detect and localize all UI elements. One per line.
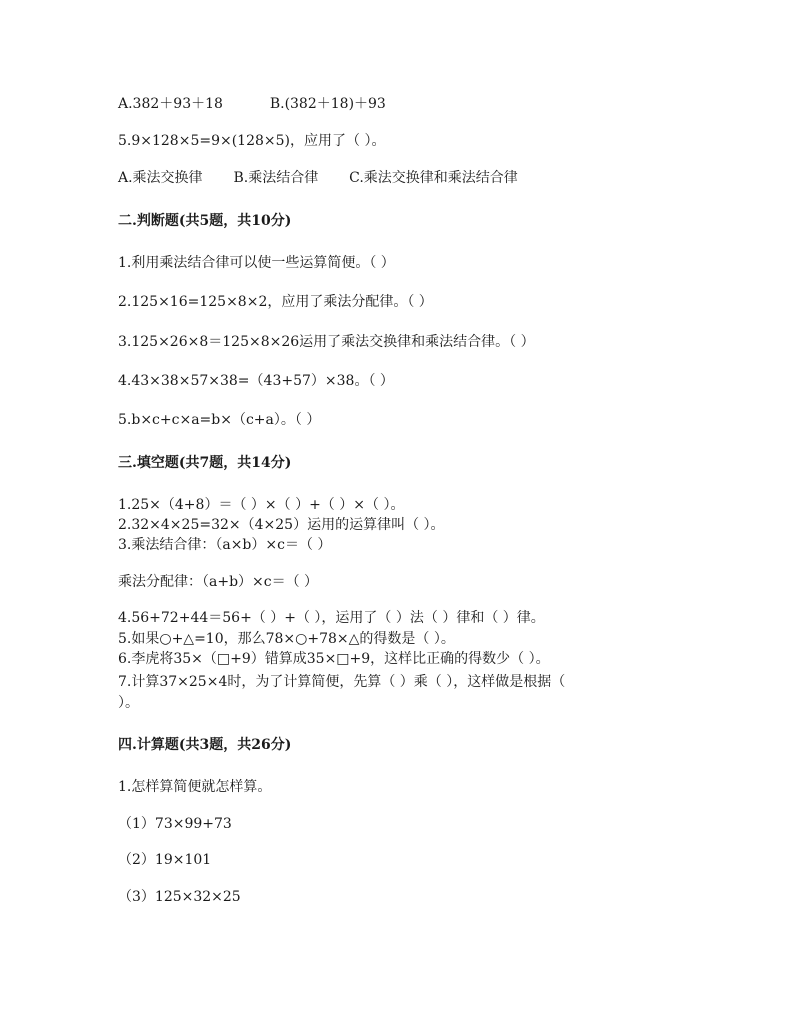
question-5: 5.9×128×5=9×(128×5)，应用了（ ）。 (118, 133, 386, 149)
q5-option-a: A.乘法交换律 (118, 170, 203, 186)
fill-item-7-line-1: 7.计算37×25×4时，为了计算简便，先算（ ）乘（ ），这样做是根据（ (118, 674, 566, 690)
q5-option-c: C.乘法交换律和乘法结合律 (349, 170, 518, 186)
option-a: A.382＋93＋18 (118, 96, 223, 112)
section-3-title: 三.填空题(共7题，共14分) (118, 455, 292, 471)
fill-item-5: 5.如果○+△=10，那么78×○+78×△的得数是（ ）。 (118, 631, 455, 647)
fill-item-7-line-2: ）。 (118, 695, 139, 711)
judge-item-4: 4.43×38×57×38=（43+57）×38。（ ） (118, 373, 394, 389)
question-5-options (118, 169, 518, 187)
calc-item-3: （3）125×32×25 (118, 889, 241, 905)
fill-item-1: 1.25×（4+8）＝（ ）×（ ）+（ ）×（ ）。 (118, 497, 405, 513)
judge-item-2: 2.125×16=125×8×2，应用了乘法分配律。（ ） (118, 294, 433, 310)
calc-item-2: （2）19×101 (118, 852, 212, 868)
calc-instruction: 1.怎样算简便就怎样算。 (118, 779, 272, 795)
option-b: B.(382＋18)＋93 (269, 96, 386, 112)
choice-options-row (118, 95, 386, 113)
section-2-title: 二.判断题(共5题，共10分) (118, 213, 292, 229)
fill-item-4: 4.56+72+44＝56+（ ）+（ ），运用了（ ）法（ ）律和（ ）律。 (118, 610, 545, 626)
judge-item-5: 5.b×c+c×a=b×（c+a）。（ ） (118, 412, 321, 428)
fill-item-3: 3.乘法结合律：（a×b）×c＝（ ） (118, 537, 332, 553)
calc-item-1: （1）73×99+73 (118, 816, 232, 832)
judge-item-3: 3.125×26×8＝125×8×26运用了乘法交换律和乘法结合律。（ ） (118, 334, 535, 350)
q5-option-b: B.乘法结合律 (233, 170, 319, 186)
judge-item-1: 1.利用乘法结合律可以使一些运算简便。（ ） (118, 255, 395, 271)
fill-item-2: 2.32×4×25=32×（4×25）运用的运算律叫（ ）。 (118, 517, 445, 533)
fill-item-6: 6.李虎将35×（□+9）错算成35×□+9，这样比正确的得数少（ ）。 (118, 651, 550, 667)
section-4-title: 四.计算题(共3题，共26分) (118, 737, 292, 753)
fill-item-3-distributive: 乘法分配律：（a+b）×c＝（ ） (118, 574, 319, 590)
